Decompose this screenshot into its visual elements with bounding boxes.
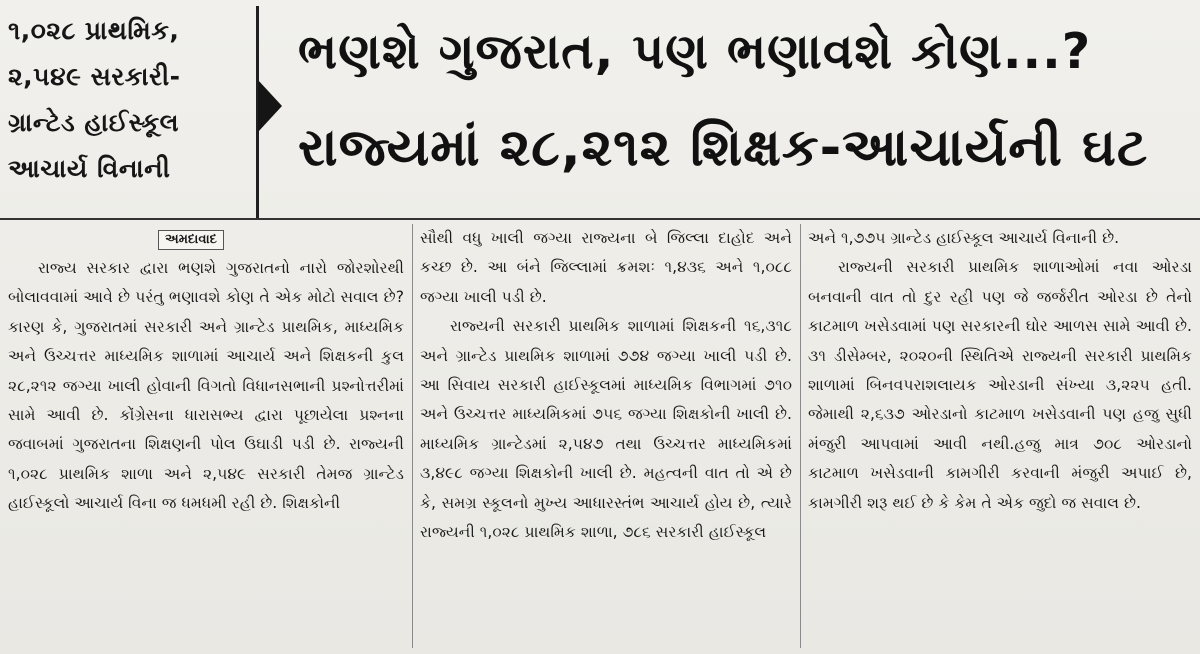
side-line-1: ૧,૦૨૮ પ્રાથમિક, [8, 16, 180, 45]
side-line-4: આચાર્ય વિનાની [8, 154, 171, 183]
column-divider-2 [800, 224, 801, 648]
column-divider-1 [412, 224, 413, 648]
headline-line-1: ભણશે ગુજરાત, પણ ભણાવશે કોણ...? [298, 23, 1092, 80]
article-column-1 [8, 224, 404, 519]
column-3-paragraph-2: રાજ્યની સરકારી પ્રાથમિક શાળાઓમાં નવા ઓરડા બનવાની વાત તો દુર રહી પણ જે જર્જરીત ઓરડા છે તેનો કાટમાળ ખસેડવામાં પણ સરકારની ઘોર આળસ સામે આવી છે. ૩૧ ડીસેમ્બર, ૨૦૨૦ની સ્થિતિએ રાજ્યની સરકારી પ્રાથમિક શાળામાં બિનવપરાશલાયક ઓરડાની સંખ્યા ૩,૨૨૫ હતી. જેમાથી ૨,૬૩૭ ઓરડાનો કાટમાળ ખસેડવાની પણ હજુ સુધી મંજુરી આપવામાં આવી નથી.હજુ માત્ર ૭૦૮ ઓરડાનો કાટમાળ ખસેડવાની કામગીરી કરવાની મંજુરી અપાઈ છે, કામગીરી શરૂ થઈ છે કે કેમ તે એક જુદો જ સવાલ છે. [808, 258, 1192, 512]
side-line-2: ૨,૫૪૯ સરકારી- [8, 62, 181, 91]
side-summary-box [8, 8, 246, 208]
column-1-paragraph: રાજ્ય સરકાર દ્વારા ભણશે ગુજરાતનો નારો જોરશોરથી બોલાવવામાં આવે છે પરંતુ ભણાવશે કોણ તે એક મોટો સવાલ છે? કારણ કે, ગુજરાતમાં સરકારી અને ગ્રાન્ટેડ પ્રાથમિક, માધ્યમિક અને ઉચ્ચત્તર માધ્યમિક શાળામાં આચાર્ય અને શિક્ષકની કુલ ૨૮,૨૧૨ જગ્યા ખાલી હોવાની વિગતો વિધાનસભાની પ્રશ્નોત્તરીમાં સામે આવી છે. કોંગ્રેસના ધારાસભ્ય દ્વારા પૂછાયેલા પ્રશ્નના જવાબમાં ગુજરાતના શિક્ષણની પોલ ઉઘાડી પડી છે. રાજ્યની ૧,૦૨૮ પ્રાથમિક શાળા અને ૨,૫૪૯ સરકારી તેમજ ગ્રાન્ટેડ હાઈસ્કૂલો આચાર્ય વિના જ ધમધમી રહી છે. શિક્ષકોની [8, 259, 404, 513]
pointer-arrow-icon [258, 80, 282, 132]
article-column-2 [420, 224, 792, 547]
headline-rule [0, 218, 1200, 220]
headline [298, 6, 1198, 198]
side-line-3: ગ્રાન્ટેડ હાઈસ્કૂલ [8, 108, 180, 137]
column-3-paragraph-1: અને ૧,૭૭૫ ગ્રાન્ટેડ હાઈસ્કૂલ આચાર્ય વિનાની છે. [808, 229, 1120, 247]
article-column-3 [808, 224, 1192, 518]
dateline: અમદાવાદ [158, 230, 224, 250]
headline-line-2: રાજ્યમાં ૨૮,૨૧૨ શિક્ષક-આચાર્યની ઘટ [298, 118, 1149, 178]
column-2-paragraph-1: સૌથી વધુ ખાલી જગ્યા રાજ્યના બે જિલ્લા દાહોદ અને કચ્છ છે. આ બંને જિલ્લામાં ક્રમશઃ ૧,૪૩૬ અને ૧,૦૮૮ જગ્યા ખાલી પડી છે. [420, 229, 792, 306]
column-2-paragraph-2: રાજ્યની સરકારી પ્રાથમિક શાળામાં શિક્ષકની ૧૬,૩૧૮ અને ગ્રાન્ટેડ પ્રાથમિક શાળામાં ૭૭૪ જગ્યા ખાલી પડી છે. આ સિવાય સરકારી હાઈસ્કૂલમાં માધ્યમિક વિભાગમાં ૭૧૦ અને ઉચ્ચત્તર માધ્યમિકમાં ૭૫૬ જગ્યા શિક્ષકોની ખાલી છે. માધ્યમિક ગ્રાન્ટેડમાં ૨,૫૪૭ તથા ઉચ્ચત્તર માધ્યમિકમાં ૩,૪૯૮ જગ્યા શિક્ષકોની ખાલી છે. મહત્વની વાત તો એ છે કે, સમગ્ર સ્કૂલનો મુખ્ય આધારસ્તંભ આચાર્ય હોય છે, ત્યારે રાજ્યની ૧,૦૨૮ પ્રાથમિક શાળા, ૭૮૬ સરકારી હાઈસ્કૂલ [420, 317, 792, 542]
